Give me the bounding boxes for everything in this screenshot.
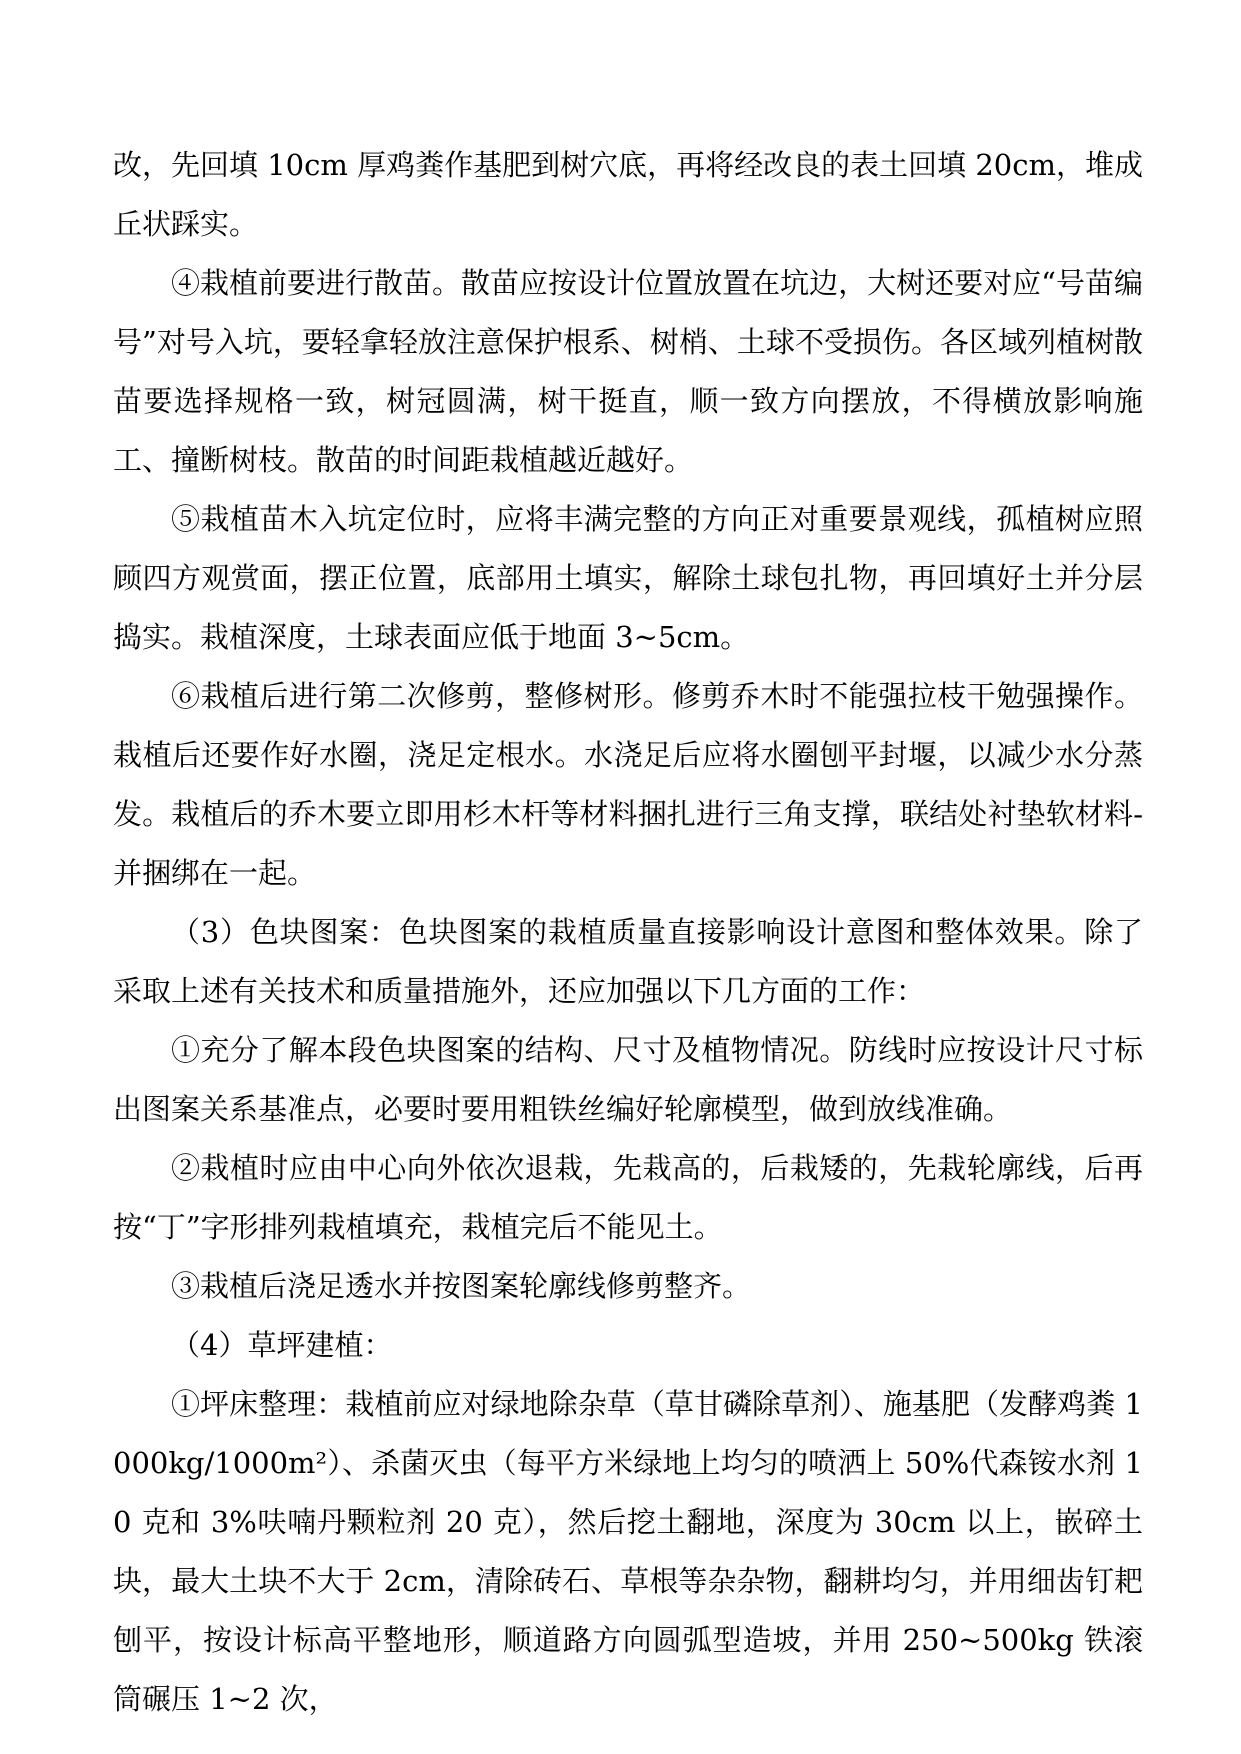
paragraph-lawn-heading: （4）草坪建植： <box>171 1328 393 1362</box>
paragraph-color-block-watering: ③栽植后浇足透水并按图案轮廓线修剪整齐。 <box>171 1269 752 1303</box>
paragraph-color-block-planting: ②栽植时应由中心向外依次退栽，先栽高的，后栽矮的，先栽轮廓线，后再按“丁”字形排列栽植填充，栽植完后不能见土。 <box>113 1151 1143 1244</box>
paragraph-color-block-structure: ①充分了解本段色块图案的结构、尺寸及植物情况。防线时应按设计尺寸标出图案关系基准点，必要时要用粗铁丝编好轮廓模型，做到放线准确。 <box>113 1033 1143 1126</box>
paragraph-color-block-heading: （3）色块图案：色块图案的栽植质量直接影响设计意图和整体效果。除了采取上述有关技术和质量措施外，还应加强以下几方面的工作： <box>113 915 1143 1008</box>
paragraph-seedling-distribution: ④栽植前要进行散苗。散苗应按设计位置放置在坑边，大树还要对应“号苗编号”对号入坑，要轻拿轻放注意保护根系、树梢、土球不受损伤。各区域列植树散苗要选择规格一致，树冠圆满，树干挺直，顺一致方向摆放，不得横放影响施工、撞断树枝。散苗的时间距栽植越近越好。 <box>113 266 1143 477</box>
paragraph-planting-position: ⑤栽植苗木入坑定位时，应将丰满完整的方向正对重要景观线，孤植树应照顾四方观赏面，摆正位置，底部用土填实，解除土球包扎物，再回填好土并分层捣实。栽植深度，土球表面应低于地面 3~5cm。 <box>113 502 1143 654</box>
paragraph-second-pruning: ⑥栽植后进行第二次修剪，整修树形。修剪乔木时不能强拉枝干勉强操作。栽植后还要作好水圈，浇足定根水。水浇足后应将水圈刨平封堰，以减少水分蒸发。栽植后的乔木要立即用杉木杆等材料捆扎进行三角支撑，联结处衬垫软材料-并捆绑在一起。 <box>113 679 1143 890</box>
paragraph-lawn-bed-preparation: ①坪床整理：栽植前应对绿地除杂草（草甘磷除草剂）、施基肥（发酵鸡粪 1000kg/1000m²）、杀菌灭虫（每平方米绿地上均匀的喷洒上 50%代森铵水剂 10 克和 3%呋喃丹颗粒剂 20 克），然后挖土翻地，深度为 30cm 以上，嵌碎土块，最大土块不大于 2cm，清除砖石、草根等杂杂物，翻耕均匀，并用细齿钉耙刨平，按设计标高平整地形，顺道路方向圆弧型造坡，并用 250~500kg 铁滚筒碾压 1~2 次， <box>113 1387 1143 1716</box>
document-body <box>113 136 1143 1729</box>
paragraph-continuation: 改，先回填 10cm 厚鸡粪作基肥到树穴底，再将经改良的表土回填 20cm，堆成丘状踩实。 <box>113 148 1143 241</box>
